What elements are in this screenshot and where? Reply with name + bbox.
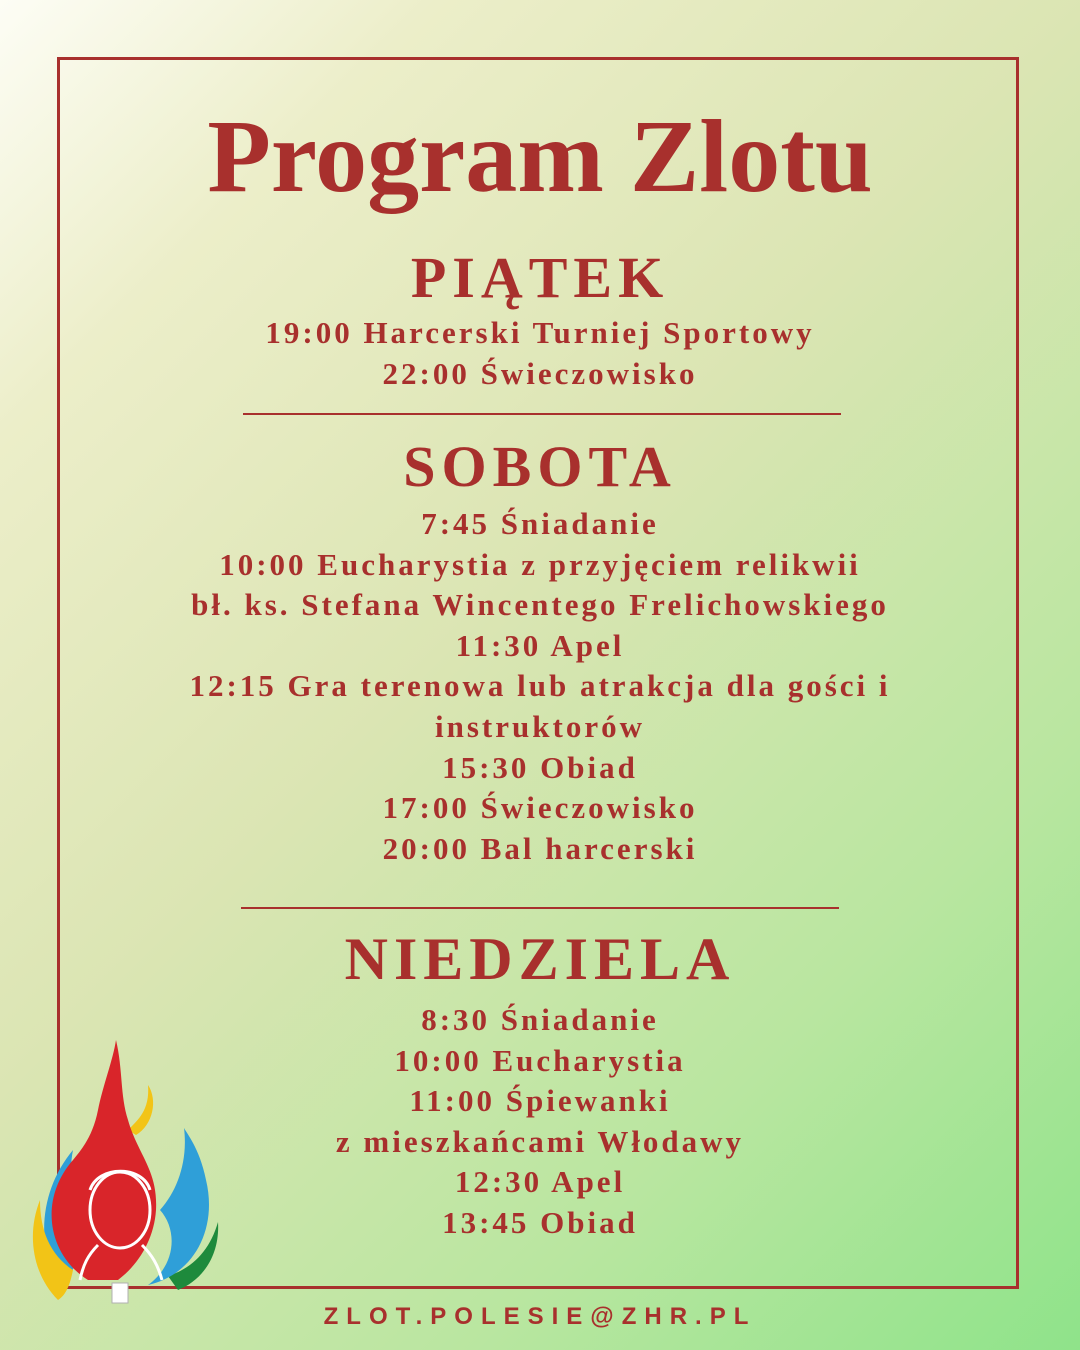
page-title: Program Zlotu: [207, 99, 873, 214]
list-item: 11:30 Apel: [455, 627, 625, 663]
list-item: 15:30 Obiad: [442, 749, 638, 785]
list-item: 22:00 Świeczowisko: [382, 355, 698, 391]
list-item: bł. ks. Stefana Wincentego Frelichowskiego: [191, 587, 889, 623]
day-heading-sunday: NIEDZIELA: [344, 926, 736, 992]
list-item: 20:00 Bal harcerski: [382, 830, 698, 866]
list-item: 12:30 Apel: [454, 1164, 626, 1200]
day-heading-friday: PIĄTEK: [410, 245, 670, 310]
logo-collar: [112, 1283, 128, 1303]
divider: [243, 413, 841, 415]
list-item: 19:00 Harcerski Turniej Sportowy: [265, 315, 815, 350]
list-item: 12:15 Gra terenowa lub atrakcja dla gości i: [189, 668, 891, 704]
list-item: 11:00 Śpiewanki: [409, 1083, 671, 1119]
list-item: 10:00 Eucharystia: [394, 1042, 686, 1078]
logo-yellow-flame-right: [128, 1085, 153, 1135]
list-item: z mieszkańcami Włodawy: [335, 1123, 745, 1159]
contact-email[interactable]: ZLOT.POLESIE@ZHR.PL: [323, 1303, 757, 1330]
flame-scout-logo-icon: [28, 1040, 228, 1310]
list-item: 8:30 Śniadanie: [421, 1002, 659, 1037]
day-heading-saturday: SOBOTA: [403, 434, 677, 499]
list-item: 10:00 Eucharystia z przyjęciem relikwii: [219, 546, 861, 582]
list-item: 17:00 Świeczowisko: [382, 790, 698, 826]
list-item: 7:45 Śniadanie: [421, 506, 659, 541]
friday-events: [0, 313, 1080, 394]
saturday-events: [0, 504, 1080, 869]
divider: [241, 907, 839, 909]
list-item: instruktorów: [435, 708, 645, 744]
list-item: 13:45 Obiad: [442, 1204, 638, 1240]
